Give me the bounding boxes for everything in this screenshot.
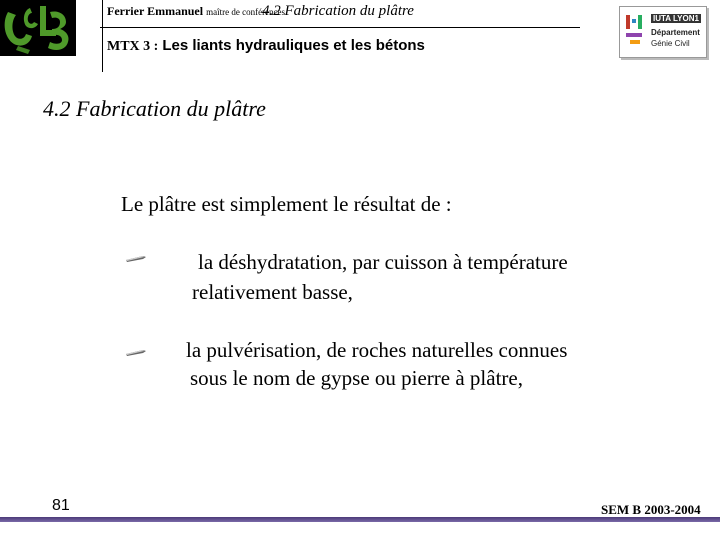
author-name: Ferrier Emmanuel <box>107 4 204 18</box>
bullet-1-line-1: la déshydratation, par cuisson à température <box>198 250 568 274</box>
iuta-logo-line2: Département <box>651 28 700 37</box>
footer-session: SEM B 2003-2004 <box>601 502 701 517</box>
iuta-logo-line1: IUTA LYON1 <box>653 14 699 23</box>
bullet-2-line-1: la pulvérisation, de roches naturelles connues <box>186 338 568 362</box>
bullet-1-line-2: relativement basse, <box>192 280 353 304</box>
iuta-logo <box>619 6 707 58</box>
author-line <box>107 4 285 19</box>
page-number: 81 <box>52 497 70 514</box>
course-code: MTX 3 : <box>107 39 159 54</box>
slide-heading: 4.2 Fabrication du plâtre <box>43 96 266 121</box>
pen-bullet-icon <box>125 253 147 263</box>
bullet-2-line-2: sous le nom de gypse ou pierre à plâtre, <box>190 366 523 390</box>
course-line <box>107 37 425 55</box>
footer-bar <box>0 517 720 522</box>
slide-intro: Le plâtre est simplement le résultat de : <box>121 192 452 216</box>
header-horizontal-rule <box>100 27 580 28</box>
ucbl-logo-icon <box>0 0 76 56</box>
pen-bullet-icon <box>125 347 147 357</box>
iuta-logo-line3: Génie Civil <box>651 39 690 48</box>
iuta-logo-mark-icon <box>624 13 646 49</box>
header-vertical-rule <box>102 0 103 72</box>
header-section-title: 4.2 Fabrication du plâtre <box>262 3 414 19</box>
course-name: Les liants hydrauliques et les bétons <box>162 37 425 54</box>
author-role: maître de conférences <box>206 7 286 17</box>
ucbl-logo <box>0 0 76 56</box>
